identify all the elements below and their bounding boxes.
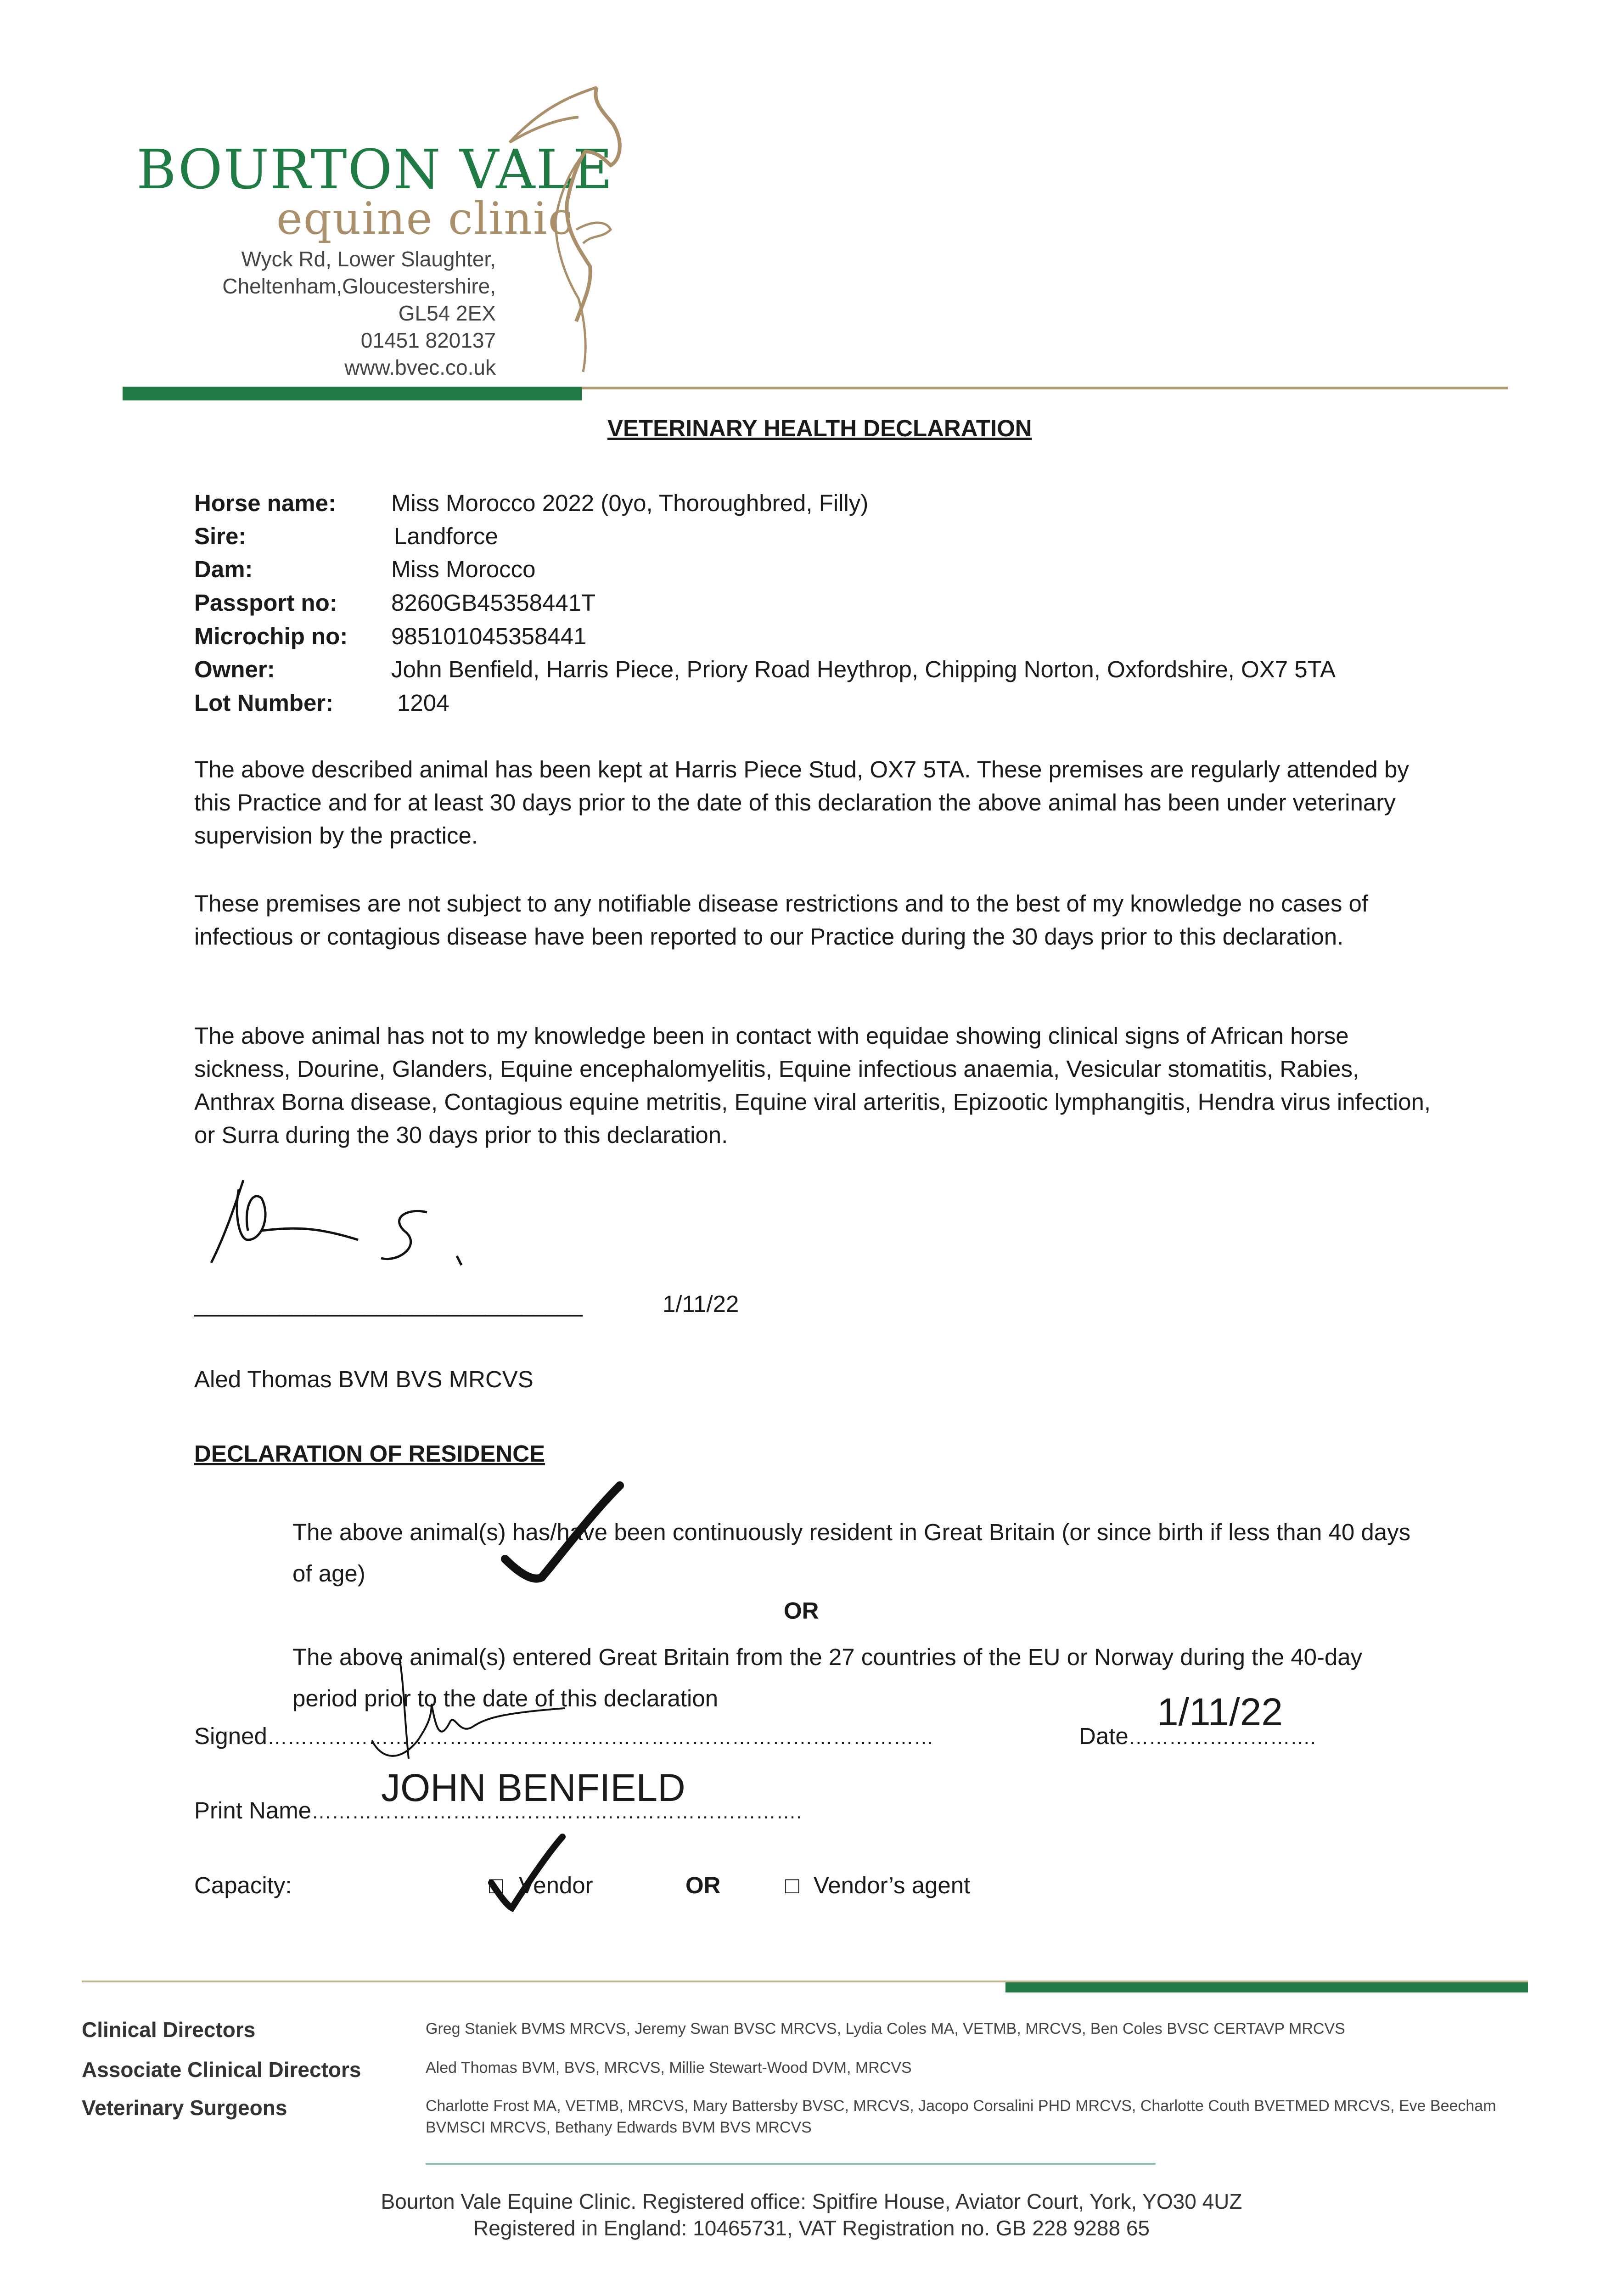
- field-label: Passport no:: [194, 590, 337, 616]
- field-value: 8260GB45358441T: [391, 590, 596, 616]
- field-value: 985101045358441: [391, 623, 587, 649]
- signed-text: Signed: [194, 1723, 267, 1749]
- address-line: Cheltenham,Gloucestershire,: [222, 274, 496, 298]
- residence-date-value: 1/11/22: [1157, 1690, 1283, 1733]
- horse-logo-icon: [487, 83, 624, 377]
- clinic-address: [174, 246, 496, 381]
- footer-rule-accent: [1005, 1982, 1528, 1992]
- signed-dots: ………………………………………………………………………………………: [267, 1726, 934, 1749]
- field-value: Miss Morocco: [391, 556, 536, 582]
- print-name-dots: ……………………………………………………………….: [311, 1801, 802, 1823]
- field-label: Microchip no:: [194, 623, 348, 649]
- address-line: Wyck Rd, Lower Slaughter,: [241, 247, 496, 271]
- residence-heading: DECLARATION OF RESIDENCE: [194, 1441, 545, 1467]
- print-name-value: JOHN BENFIELD: [381, 1766, 685, 1809]
- capacity-label: Capacity:: [194, 1872, 292, 1898]
- field-value: Landforce: [394, 523, 498, 549]
- field-label: Lot Number:: [194, 690, 334, 716]
- footer-names: Aled Thomas BVM, BVS, MRCVS, Millie Stewart-Wood DVM, MRCVS: [426, 2059, 912, 2077]
- field-label: Owner:: [194, 656, 275, 682]
- footer-role: Associate Clinical Directors: [82, 2058, 361, 2082]
- address-phone: 01451 820137: [360, 328, 496, 352]
- vet-signature-line: ________________________________: [194, 1291, 582, 1317]
- footer-registration: Registered in England: 10465731, VAT Registration no. GB 228 9288 65: [473, 2216, 1150, 2240]
- agent-label: Vendor’s agent: [814, 1872, 971, 1898]
- vet-signature-image: [207, 1171, 482, 1277]
- tick-icon: [500, 1481, 624, 1591]
- page-title: VETERINARY HEALTH DECLARATION: [607, 415, 1032, 441]
- footer-role: Clinical Directors: [82, 2018, 256, 2042]
- vendor-label: Vendor: [519, 1872, 593, 1898]
- footer-names: Charlotte Frost MA, VETMB, MRCVS, Mary Battersby BVSC, MRCVS, Jacopo Corsalini PHD MRCVS, Charlotte Couth BVETMED MRCVS, Eve Beecham BVMSCI MRCVS, Bethany Edwards BVM BVS MRCVS: [426, 2097, 1496, 2136]
- footer-role: Veterinary Surgeons: [82, 2096, 287, 2120]
- capacity-or: OR: [685, 1872, 721, 1898]
- residence-option-2: The above animal(s) entered Great Britain from the 27 countries of the EU or Norway during the 40-day period prior to the date of this declaration: [292, 1644, 1363, 1711]
- field-value: John Benfield, Harris Piece, Priory Road Heythrop, Chipping Norton, Oxfordshire, OX7 5TA: [391, 656, 1336, 682]
- field-label: Horse name:: [194, 490, 336, 516]
- residence-or: OR: [784, 1598, 819, 1624]
- footer-names: Greg Staniek BVMS MRCVS, Jeremy Swan BVSC MRCVS, Lydia Coles MA, VETMB, MRCVS, Ben Coles BVSC CERTAVP MRCVS: [426, 2020, 1345, 2037]
- date-text: Date: [1079, 1723, 1129, 1749]
- footer-registered: Bourton Vale Equine Clinic. Registered office: Spitfire House, Aviator Court, York, YO30 4UZ: [381, 2189, 1242, 2213]
- residence-option-1: The above animal(s) has/have been continuously resident in Great Britain (or since birth if less than 40 days of age): [292, 1519, 1411, 1587]
- clinic-name: BOURTON VALE: [136, 138, 613, 201]
- owner-signature-image: [367, 1649, 578, 1763]
- field-label: Sire:: [194, 523, 247, 549]
- footer-divider: [426, 2163, 1156, 2165]
- print-name-text: Print Name: [194, 1797, 312, 1823]
- field-label: Dam:: [194, 556, 253, 582]
- vendor-tick-icon: [487, 1832, 569, 1915]
- date-dots: ……………………….: [1128, 1726, 1316, 1749]
- address-line: GL54 2EX: [398, 301, 496, 325]
- paragraph: These premises are not subject to any notifiable disease restrictions and to the best of my knowledge no cases of infectious or contagious disease have been reported to our Practice during the 30 days prior to this declaration.: [194, 890, 1369, 950]
- vet-signature-date: 1/11/22: [663, 1291, 739, 1317]
- paragraph: The above described animal has been kept at Harris Piece Stud, OX7 5TA. These premises are regularly attended by this Practice and for at least 30 days prior to the date of this declaration the above animal has been under veterinary supervision by the practice.: [194, 756, 1409, 849]
- agent-checkbox[interactable]: □: [785, 1872, 799, 1898]
- vet-name: Aled Thomas BVM BVS MRCVS: [194, 1366, 534, 1392]
- field-value: 1204: [397, 690, 449, 716]
- header-rule-accent: [123, 387, 582, 400]
- clinic-subtitle: equine clinic: [276, 193, 574, 244]
- vendor-checkbox[interactable]: □: [489, 1872, 503, 1898]
- paragraph: The above animal has not to my knowledge been in contact with equidae showing clinical signs of African horse sickness, Dourine, Glanders, Equine encephalomyelitis, Equine infectious anaemia, Vesicular stomatitis, Rabies, Anthrax Borna disease, Contagious equine metritis, Equine viral arteritis, Epizootic lymphangitis, Hendra virus infection, or Surra during the 30 days prior to this declaration.: [194, 1023, 1431, 1148]
- address-website: www.bvec.co.uk: [344, 355, 496, 379]
- field-value: Miss Morocco 2022 (0yo, Thoroughbred, Filly): [391, 490, 869, 516]
